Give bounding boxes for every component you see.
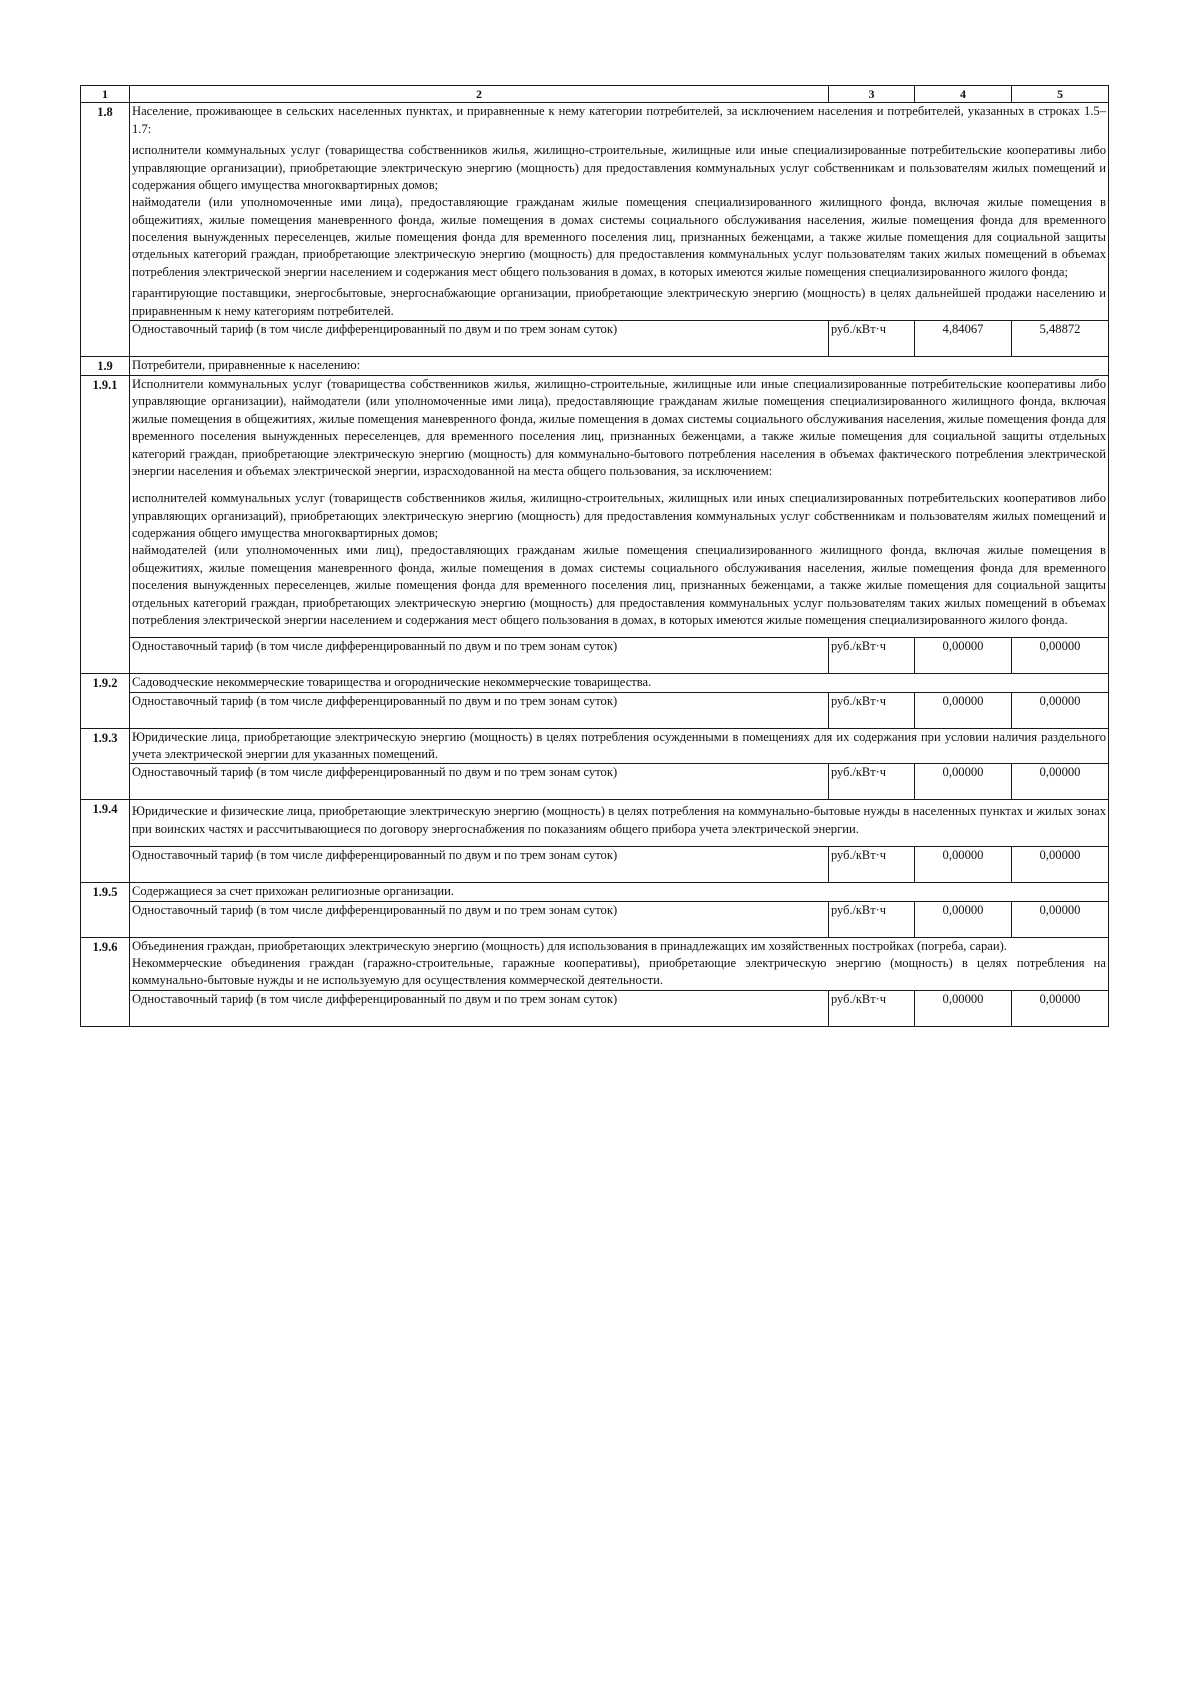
row-description xyxy=(130,376,1109,638)
tariff-value-col4: 0,00000 xyxy=(915,764,1012,800)
tariff-unit: руб./кВт·ч xyxy=(829,990,915,1026)
row-number: 1.9.3 xyxy=(81,728,130,800)
row-description xyxy=(130,883,1109,901)
tariff-value-col5: 5,48872 xyxy=(1012,320,1109,356)
tariff-value-col4: 0,00000 xyxy=(915,847,1012,883)
tariff-label: Одноставочный тариф (в том числе дифференцированный по двум и по трем зонам суток) xyxy=(130,764,829,800)
tariff-value-col5: 0,00000 xyxy=(1012,692,1109,728)
row-number: 1.9.2 xyxy=(81,674,130,728)
tariff-value-col5: 0,00000 xyxy=(1012,847,1109,883)
tariff-label: Одноставочный тариф (в том числе дифференцированный по двум и по трем зонам суток) xyxy=(130,638,829,674)
tariff-row xyxy=(81,990,1109,1026)
tariff-unit: руб./кВт·ч xyxy=(829,692,915,728)
column-number-4: 4 xyxy=(915,86,1012,103)
table-row xyxy=(81,103,1109,321)
tariff-label: Одноставочный тариф (в том числе дифференцированный по двум и по трем зонам суток) xyxy=(130,990,829,1026)
description-paragraph: гарантирующие поставщики, энергосбытовые, энергоснабжающие организации, приобретающие электрическую энергию (мощность) в целях дальнейшей продажи населению и приравненным к нему категориям потребителей. xyxy=(132,286,1106,318)
tariff-unit: руб./кВт·ч xyxy=(829,320,915,356)
table-row xyxy=(81,674,1109,692)
row-number: 1.8 xyxy=(81,103,130,357)
description-paragraph: наймодатели (или уполномоченные ими лица), предоставляющие гражданам жилые помещения специализированного жилищного фонда, включая жилые помещения в общежитиях, жилые помещения маневренного фонда, жилые помещения в домах системы социального обслуживания населения, жилые помещения фонда для временного поселения вынужденных переселенцев, жилые помещения фонда для временного поселения лиц, признанных беженцами, а также жилые помещения для социальной защиты отдельных категорий граждан, приобретающие электрическую энергию (мощность) для предоставления коммунальных услуг пользователям таких жилых помещений в объемах потребления электрической энергии населением и содержания мест общего пользования в домах, в которых имеются жилые помещения специализированного жилого фонда; xyxy=(132,195,1106,279)
row-description xyxy=(130,800,1109,847)
tariff-value-col5: 0,00000 xyxy=(1012,638,1109,674)
row-number: 1.9.6 xyxy=(81,937,130,1026)
tariff-unit: руб./кВт·ч xyxy=(829,847,915,883)
tariff-row xyxy=(81,764,1109,800)
description-paragraph: Юридические и физические лица, приобретающие электрическую энергию (мощность) в целях потребления на коммунально-бытовые нужды в населенных пунктах и жилых зонах при воинских частях и рассчитывающиеся по договору энергоснабжения по показаниям общего прибора учета электрической энергии. xyxy=(132,804,1106,836)
tariff-label: Одноставочный тариф (в том числе дифференцированный по двум и по трем зонам суток) xyxy=(130,901,829,937)
description-paragraph: Юридические лица, приобретающие электрическую энергию (мощность) в целях потребления осужденными в помещениях для их содержания при условии наличия раздельного учета электрической энергии для указанных помещений. xyxy=(132,729,1106,761)
table-row xyxy=(81,883,1109,901)
description-paragraph: Исполнители коммунальных услуг (товарищества собственников жилья, жилищно-строительные, жилищные или иные специализированные потребительские кооперативы либо управляющие организации), наймодатели (или уполномоченные ими лица), предоставляющие гражданам жилые помещения специализированного жилищного фонда, включая жилые помещения в общежитиях, жилые помещения маневренного фонда, жилые помещения в домах системы социального обслуживания населения, жилые помещения фонда для временного поселения вынужденных переселенцев, для временного поселения лиц, признанных беженцами, а также жилые помещения для социальной защиты отдельных категорий граждан, приобретающие электрическую энергию (мощность) для коммунально-бытового потребления населения в объемах фактического потребления электрической энергии населения и объемах электрической энергии, израсходованной на места общего пользования, за исключением: xyxy=(132,377,1106,478)
tariff-value-col4: 4,84067 xyxy=(915,320,1012,356)
row-number: 1.9.4 xyxy=(81,800,130,883)
tariff-label: Одноставочный тариф (в том числе дифференцированный по двум и по трем зонам суток) xyxy=(130,847,829,883)
column-number-3: 3 xyxy=(829,86,915,103)
tariff-unit: руб./кВт·ч xyxy=(829,901,915,937)
table-header-row xyxy=(81,86,1109,103)
tariff-table xyxy=(80,85,1109,1027)
column-number-5: 5 xyxy=(1012,86,1109,103)
column-number-1: 1 xyxy=(81,86,130,103)
tariff-row xyxy=(81,638,1109,674)
tariff-value-col5: 0,00000 xyxy=(1012,764,1109,800)
table-row xyxy=(81,728,1109,764)
column-number-2: 2 xyxy=(130,86,829,103)
description-paragraph: Объединения граждан, приобретающих электрическую энергию (мощность) для использования в принадлежащих им хозяйственных постройках (погреба, сараи). xyxy=(132,938,1007,953)
description-paragraph: исполнителей коммунальных услуг (товариществ собственников жилья, жилищно-строительных, жилищных или иных специализированных потребительских кооперативов либо управляющих организаций), приобретающих электрическую энергию (мощность) для предоставления коммунальных услуг собственникам и пользователям жилых помещений и содержания общего имущества многоквартирных домов; xyxy=(132,491,1106,540)
tariff-value-col4: 0,00000 xyxy=(915,692,1012,728)
tariff-value-col4: 0,00000 xyxy=(915,901,1012,937)
description-paragraph: Содержащиеся за счет прихожан религиозные организации. xyxy=(132,884,454,899)
tariff-unit: руб./кВт·ч xyxy=(829,764,915,800)
tariff-value-col5: 0,00000 xyxy=(1012,901,1109,937)
description-paragraph: Некоммерческие объединения граждан (гаражно-строительные, гаражные кооперативы), приобретающие электрическую энергию (мощность) в целях потребления на коммунально-бытовые нужды и не используемую для осуществления коммерческой деятельности. xyxy=(132,955,1106,988)
table-row xyxy=(81,937,1109,990)
tariff-value-col5: 0,00000 xyxy=(1012,990,1109,1026)
tariff-value-col4: 0,00000 xyxy=(915,638,1012,674)
row-description xyxy=(130,674,1109,692)
description-paragraph: исполнители коммунальных услуг (товарищества собственников жилья, жилищно-строительные, жилищные или иные специализированные потребительские кооперативы либо управляющие организации), приобретающие электрическую энергию (мощность) для предоставления коммунальных услуг собственникам и пользователям жилых помещений и содержания общего имущества многоквартирных домов; xyxy=(132,143,1106,192)
tariff-label: Одноставочный тариф (в том числе дифференцированный по двум и по трем зонам суток) xyxy=(130,692,829,728)
tariff-unit: руб./кВт·ч xyxy=(829,638,915,674)
table-row xyxy=(81,376,1109,638)
tariff-row xyxy=(81,901,1109,937)
tariff-row xyxy=(81,320,1109,356)
tariff-value-col4: 0,00000 xyxy=(915,990,1012,1026)
row-description xyxy=(130,937,1109,990)
description-paragraph: Садоводческие некоммерческие товарищества и огороднические некоммерческие товарищества. xyxy=(132,675,652,690)
table-row xyxy=(81,800,1109,847)
row-number: 1.9 xyxy=(81,356,130,375)
description-paragraph: Потребители, приравненные к населению: xyxy=(132,357,361,372)
row-number: 1.9.5 xyxy=(81,883,130,937)
row-number: 1.9.1 xyxy=(81,376,130,674)
tariff-row xyxy=(81,692,1109,728)
tariff-label: Одноставочный тариф (в том числе дифференцированный по двум и по трем зонам суток) xyxy=(130,320,829,356)
row-description xyxy=(130,728,1109,764)
tariff-row xyxy=(81,847,1109,883)
table-row xyxy=(81,356,1109,375)
description-paragraph: наймодателей (или уполномоченных ими лиц), предоставляющих гражданам жилые помещения специализированного жилищного фонда, включая жилые помещения в общежитиях, жилые помещения маневренного фонда, жилые помещения в домах системы социального обслуживания населения, жилые помещения фонда для временного поселения вынужденных переселенцев, жилые помещения фонда для временного поселения лиц, признанных беженцами, а также жилые помещения для социальной защиты отдельных категорий граждан, приобретающих электрическую энергию (мощность) для предоставления коммунальных услуг пользователям таких жилых помещений в объемах потребления электрической энергии населением и содержания мест общего пользования в домах, в которых имеются жилые помещения специализированного жилого фонда. xyxy=(132,543,1106,627)
row-description xyxy=(130,103,1109,321)
description-paragraph: Население, проживающее в сельских населенных пунктах, и приравненные к нему категории потребителей, за исключением населения и потребителей, указанных в строках 1.5–1.7: xyxy=(132,104,1106,136)
row-description xyxy=(130,356,1109,375)
